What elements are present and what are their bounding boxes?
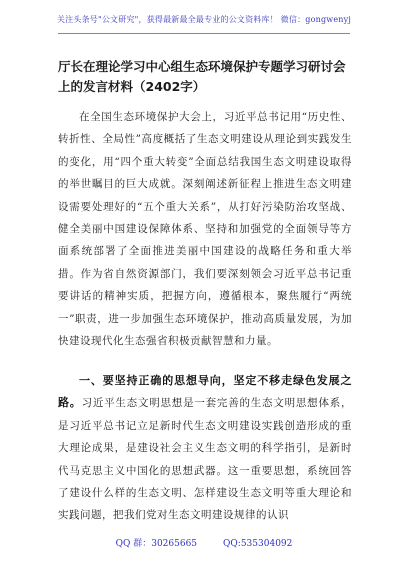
section-body: 习近平生态文明思想是一套完善的生态文明思想体系，是习近平总书记立足新时代生态文明建设实践创造形成的重大理论成果，是建设社会主义生态文明的科学指引，是新时代马克思主义中国化的思想武器。这一重要思想，系统回答了建设什么样的生态文明、怎样建设生态文明等重大理论和实践问题，把我们党对生态文明建设规律的认识 (58, 397, 353, 522)
document-title: 厅长在理论学习中心组生态环境保护专题学习研讨会上的发言材料（2402字） (58, 59, 346, 94)
paragraph-intro: 在全国生态环境保护大会上，习近平总书记用“历史性、转折性、全局性”高度概括了生态文明建设从理论到实践发生的变化，用“四个重大转变”全面总结我国生态文明建设取得的举世瞩目的巨大成就。深刻阐述新征程上推进生态文明建设需要处理好的“五个重大关系”，从打好污染防治攻坚战、健全美丽中国建设保障体系、坚持和加强党的全面领导等方面系统部署了全面推进美丽中国建设的战略任务和重大举措。作为省自然资源部门，我们要深刻领会习近平总书记重要讲话的精神实质，把握方向，遵循根本，聚焦履行“两统一”职责，进一步加强生态环境保护，推动高质量发展，为加快建设现代化生态强省积极贡献智慧和力量。 (58, 111, 352, 348)
footer-qq-group: QQ 群：30265665 (115, 539, 198, 549)
paragraph-section-one (58, 370, 352, 527)
section-heading: 一、要坚持正确的思想导向，坚定不移走绿色发展之路。 (58, 374, 352, 410)
header-divider (58, 33, 350, 34)
footer-contact (0, 536, 408, 549)
footer-qq: QQ:535304092 (223, 539, 293, 549)
header-note: 关注头条号"公文研究"，获得最新最全最专业的公文资料库！ 微信：gongwenyj (56, 15, 352, 24)
